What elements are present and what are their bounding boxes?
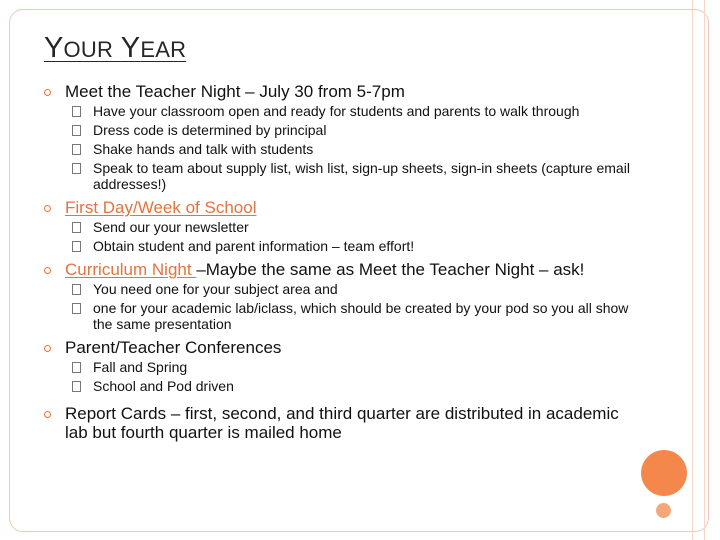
circle-bullet-icon — [44, 411, 51, 418]
sub-list — [44, 359, 634, 394]
decorative-circle-large — [641, 450, 687, 496]
list-item-text: Obtain student and parent information – team effort! — [93, 238, 415, 254]
decorative-circle-small — [656, 503, 671, 518]
list-item-text: Have your classroom open and ready for students and parents to walk through — [93, 103, 580, 119]
list-item — [72, 141, 634, 157]
list-item-text: Dress code is determined by principal — [93, 122, 327, 138]
bullet-text: –Maybe the same as Meet the Teacher Night – ask! — [196, 260, 585, 279]
list-item — [72, 378, 634, 394]
list-item-text: one for your academic lab/iclass, which should be created by your pod so you all show the same presentation — [93, 300, 629, 332]
title-rest: EAR — [140, 37, 187, 62]
slide-title — [44, 32, 186, 65]
circle-bullet-icon — [44, 345, 51, 352]
bullet-report-cards — [44, 404, 634, 442]
list-item-text: You need one for your subject area and — [93, 281, 338, 297]
square-bullet-icon — [72, 303, 81, 314]
square-bullet-icon — [72, 241, 81, 252]
circle-bullet-icon — [44, 205, 51, 212]
bullet-text: Report Cards – first, second, and third quarter are distributed in academic lab but fourth quarter is mailed home — [65, 404, 619, 442]
bullet-meet-the-teacher — [44, 82, 634, 101]
list-item — [72, 238, 634, 254]
decorative-rule — [692, 0, 693, 540]
decorative-rule — [704, 0, 705, 540]
list-item — [72, 103, 634, 119]
bullet-curriculum-night — [44, 260, 634, 279]
bullet-first-day — [44, 198, 634, 217]
sub-list — [44, 281, 634, 332]
square-bullet-icon — [72, 362, 81, 373]
first-day-link[interactable]: First Day/Week of School — [65, 198, 257, 217]
title-initial: Y — [44, 32, 64, 64]
circle-bullet-icon — [44, 267, 51, 274]
square-bullet-icon — [72, 284, 81, 295]
bullet-conferences — [44, 338, 634, 357]
list-item-text: Speak to team about supply list, wish list, sign-up sheets, sign-in sheets (capture email addresses!) — [93, 160, 630, 192]
curriculum-night-link[interactable]: Curriculum Night — [65, 260, 197, 279]
square-bullet-icon — [72, 144, 81, 155]
list-item-text: School and Pod driven — [93, 378, 234, 394]
list-item — [72, 219, 634, 235]
sub-list — [44, 103, 634, 192]
square-bullet-icon — [72, 381, 81, 392]
bullet-text: Parent/Teacher Conferences — [65, 338, 282, 357]
list-item-text: Send our your newsletter — [93, 219, 249, 235]
square-bullet-icon — [72, 106, 81, 117]
square-bullet-icon — [72, 222, 81, 233]
title-rest: OUR — [63, 37, 114, 62]
sub-list — [44, 219, 634, 254]
square-bullet-icon — [72, 125, 81, 136]
list-item-text: Fall and Spring — [93, 359, 188, 375]
list-item — [72, 281, 634, 297]
list-item — [72, 359, 634, 375]
slide-content — [44, 76, 634, 442]
title-initial: Y — [120, 32, 141, 64]
list-item-text: Shake hands and talk with students — [93, 141, 314, 157]
bullet-text: Meet the Teacher Night – July 30 from 5-7pm — [65, 82, 405, 101]
square-bullet-icon — [72, 163, 81, 174]
circle-bullet-icon — [44, 89, 51, 96]
list-item — [72, 160, 634, 192]
list-item — [72, 300, 634, 332]
list-item — [72, 122, 634, 138]
